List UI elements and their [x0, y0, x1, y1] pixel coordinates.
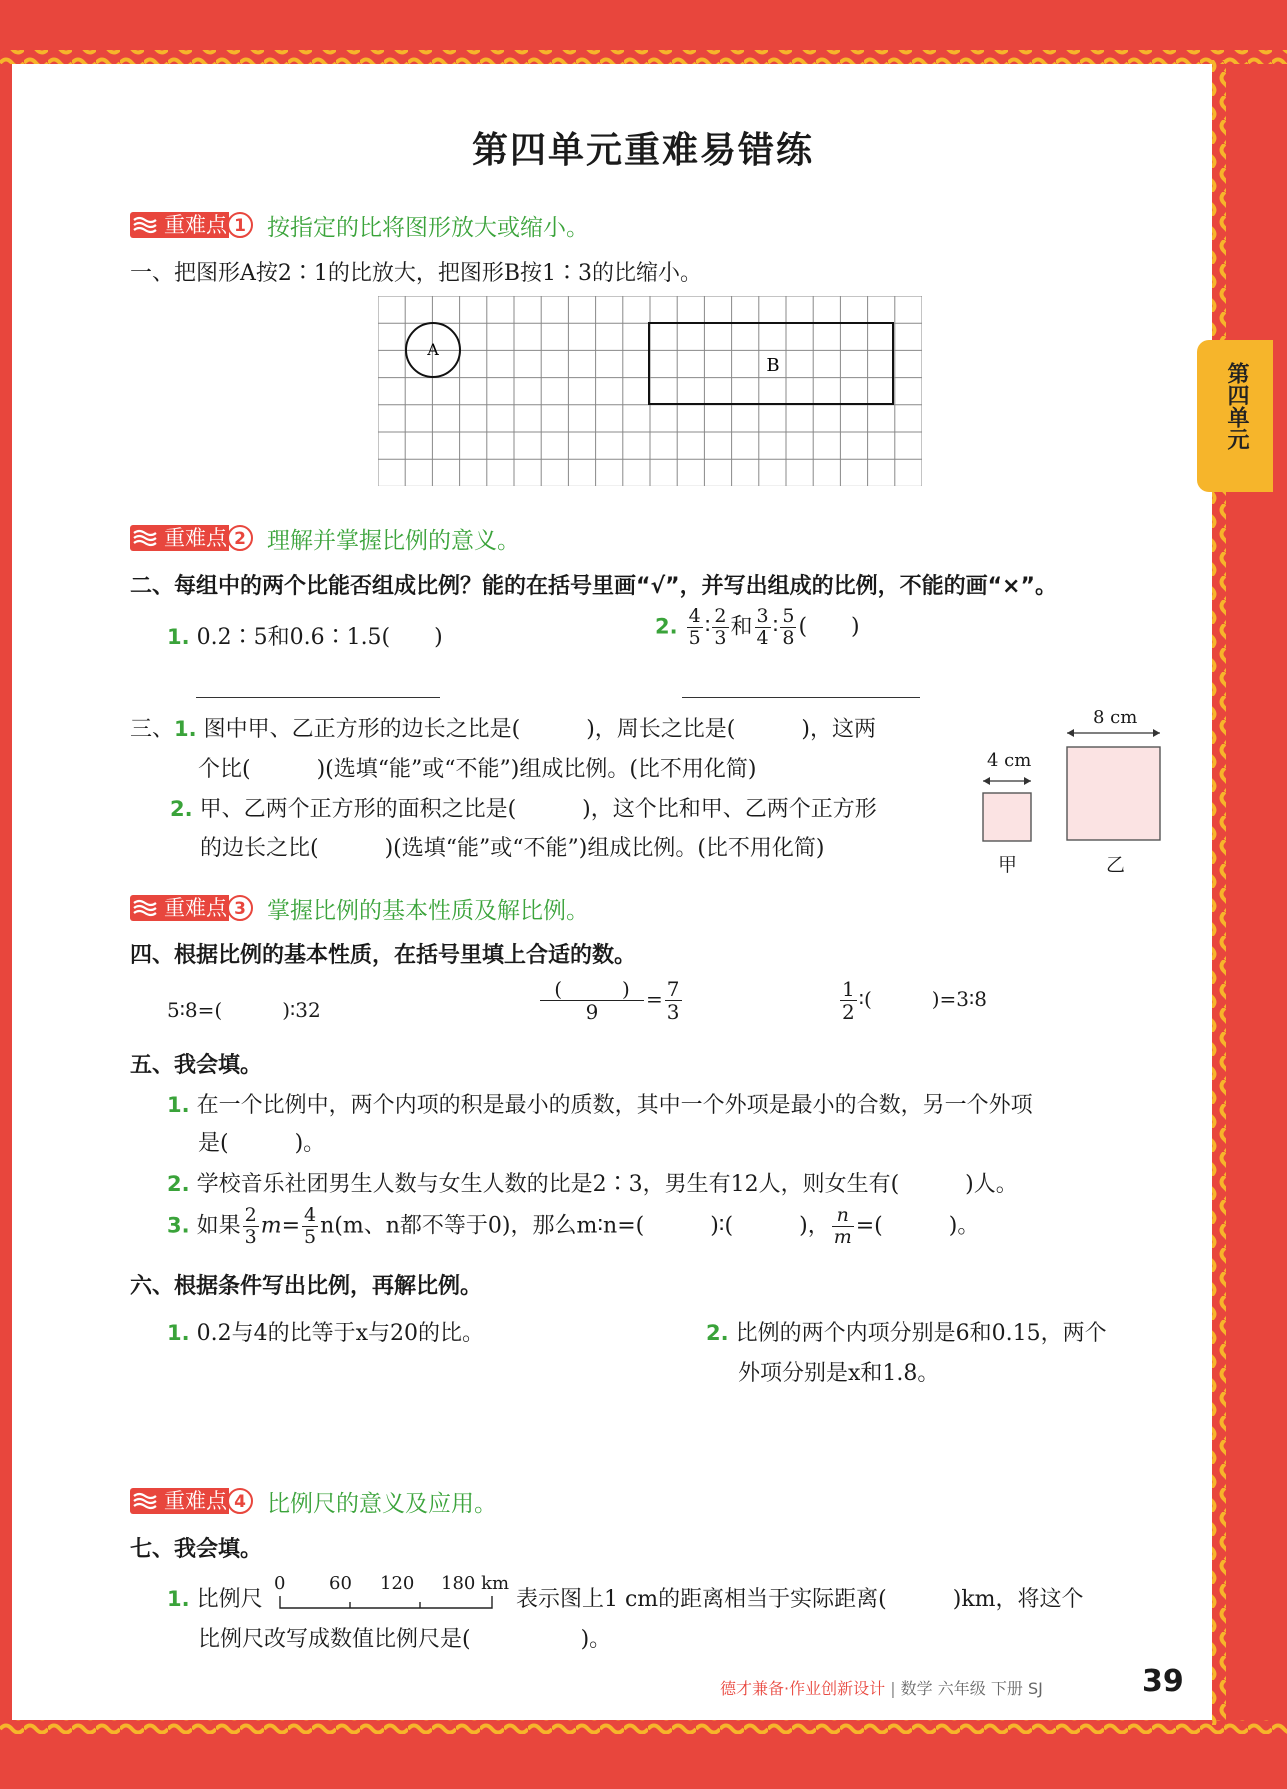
section-topic: 比例尺的意义及应用。: [267, 1490, 497, 1517]
q5-item-3: 3. 如果 $\frac{2}{3}$ m= $\frac{4}{5}$ n(m、n都不等于0)，那么m∶n=( )∶( )， $\frac{n}{m}$ =( )。: [167, 1204, 980, 1248]
q3-item-1-line-2: 个比( )(选填“能”或“不能”)组成比例。(比不用化简): [198, 757, 757, 782]
question-6: 六、根据条件写出比例，再解比例。: [130, 1274, 483, 1299]
q6-item-2: 2. 比例的两个内项分别是6和0.15，两个: [706, 1321, 1107, 1346]
question-1: 一、把图形A按2∶1的比放大，把图形B按1∶3的比缩小。: [130, 261, 703, 286]
scale-tick-180: 180 km: [441, 1573, 510, 1594]
key-point-badge-4: 重难点 4 比例尺的意义及应用。: [130, 1486, 497, 1516]
page-number: 39: [1142, 1664, 1184, 1699]
shape-a-label: A: [427, 340, 439, 359]
fraction: $\frac{3}{4}$: [756, 605, 769, 649]
q7-item-1-line-2: 比例尺改写成数值比例尺是( )。: [198, 1627, 612, 1652]
question-5: 五、我会填。: [130, 1053, 263, 1078]
proportion-2: $\frac{( )}{9}$ = $\frac{7}{3}$: [538, 978, 684, 1023]
answer-line-2[interactable]: [682, 697, 920, 698]
shape-b-label: B: [766, 355, 780, 376]
proportion-3: $\frac{1}{2}$ ∶( )=3∶8: [842, 977, 987, 1024]
q2-item-2: 2. $\frac{4}{5}$ ∶ $\frac{2}{3}$ 和 $\frac{3}{4}$ ∶ $\frac{5}{8}$ ( ): [655, 605, 860, 649]
scale-tick-120: 120: [380, 1573, 415, 1594]
square-jia: [983, 793, 1031, 841]
proportion-1: 5∶8=( )∶32: [167, 998, 321, 1022]
key-point-badge-1: 重难点 1 按指定的比将图形放大或缩小。: [130, 210, 589, 240]
section-topic: 掌握比例的基本性质及解比例。: [267, 897, 589, 924]
small-square-name: 甲: [998, 854, 1018, 876]
question-7: 七、我会填。: [130, 1537, 263, 1562]
question-2: 二、每组中的两个比能否组成比例？能的在括号里画“√”，并写出组成的比例，不能的画“×”。: [130, 574, 1057, 599]
q3-item-2-line-2: 的边长之比( )(选填“能”或“不能”)组成比例。(比不用化简): [200, 836, 825, 861]
unit-side-tab: 第四单元: [1197, 340, 1273, 492]
q2-item-1: 1. 0.2∶5和0.6∶1.5( ): [167, 625, 443, 650]
q7-item-1-line-1: 表示图上1 cm的距离相当于实际距离( )km，将这个: [516, 1587, 1084, 1612]
q6-item-2-line-2: 外项分别是x和1.8。: [738, 1361, 940, 1386]
section-topic: 理解并掌握比例的意义。: [267, 527, 520, 554]
footer: 德才兼备·作业创新设计 | 数学 六年级 下册 SJ: [720, 1679, 1043, 1698]
q6-item-1: 1. 0.2与4的比等于x与20的比。: [167, 1321, 484, 1346]
section-topic: 按指定的比将图形放大或缩小。: [267, 214, 589, 241]
q5-item-1-line-2: 是( )。: [198, 1131, 326, 1156]
big-square-side-label: 8 cm: [1093, 707, 1138, 728]
scale-tick-0: 0: [274, 1573, 286, 1594]
key-point-badge-3: 重难点 3 掌握比例的基本性质及解比例。: [130, 893, 589, 923]
q3-item-1: 三、1. 图中甲、乙正方形的边长之比是( )，周长之比是( )，这两: [130, 717, 876, 742]
wave-icon: [130, 525, 160, 551]
small-square-side-label: 4 cm: [987, 750, 1032, 771]
q3-item-2: 2. 甲、乙两个正方形的面积之比是( )，这个比和甲、乙两个正方形: [170, 797, 877, 822]
wave-icon: [130, 212, 160, 238]
question-4: 四、根据比例的基本性质，在括号里填上合适的数。: [130, 943, 637, 968]
fraction: $\frac{5}{8}$: [782, 605, 795, 649]
grid-figure: [378, 296, 922, 486]
q5-item-2: 2. 学校音乐社团男生人数与女生人数的比是2∶3，男生有12人，则女生有( )人。: [167, 1172, 1018, 1197]
fraction: $\frac{2}{3}$: [714, 605, 727, 649]
scale-tick-60: 60: [329, 1573, 352, 1594]
big-square-name: 乙: [1106, 854, 1126, 876]
fraction: $\frac{4}{5}$: [688, 605, 701, 649]
page-title: 第四单元重难易错练: [472, 130, 815, 171]
wave-icon: [130, 895, 160, 921]
square-yi: [1067, 747, 1160, 840]
q7-item-1: 1. 比例尺: [167, 1587, 263, 1612]
q5-item-1: 1. 在一个比例中，两个内项的积是最小的质数，其中一个外项是最小的合数，另一个外项: [167, 1093, 1033, 1118]
key-point-badge-2: 重难点 2 理解并掌握比例的意义。: [130, 523, 520, 553]
wave-icon: [130, 1488, 160, 1514]
answer-line-1[interactable]: [196, 697, 440, 698]
